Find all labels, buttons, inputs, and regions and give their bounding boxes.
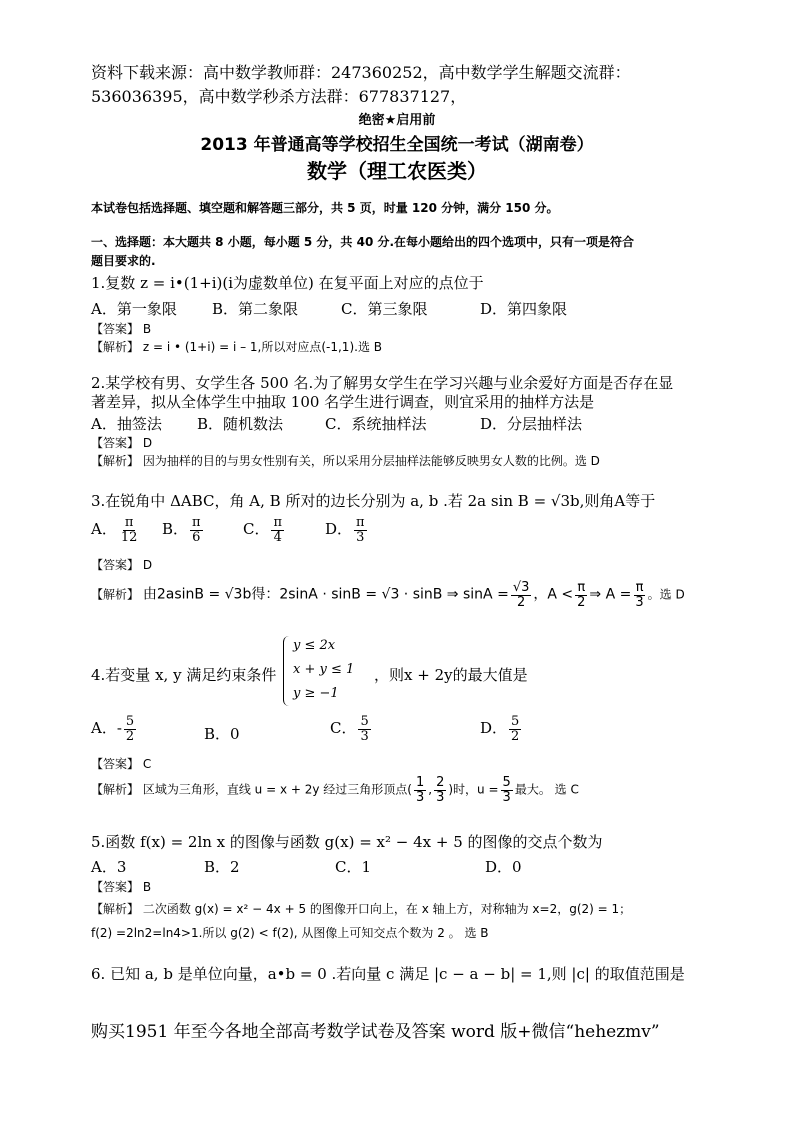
answer-label: 【答案】 [91,558,140,572]
q2-answer [91,434,152,451]
q4-option-d: D． $\frac{5}{2}$ [480,714,520,744]
q2-option-d: D．分层抽样法 [480,415,583,433]
q1-analysis [91,338,382,355]
q2-stem-line-1: 2.某学校有男、女学生各 500 名.为了解男女学生在学习兴趣与业余爱好方面是否存在显 [91,374,674,392]
q2-stem-line-2: 著差异，拟从全体学生中抽取 100 名学生进行调查，则宜采用的抽样方法是 [91,393,595,411]
analysis-label: 【解析】 [91,782,140,797]
q2-analysis-text: 因为抽样的目的与男女性别有关，所以采用分层抽样法能够反映男女人数的比例。选 D [142,454,600,468]
q4-stem-end: ，则x + 2y的最大值是 [374,666,528,684]
brace-symbol [283,636,290,706]
q3-analysis: 【解析】 由2asinB = √3b得：2sinA · sinB = √3 · sinB ⇒ sinA = $\frac{√3}{2}$ ，A < $\frac{\pi}{2}$ ⇒ A = $\frac{\pi}{3}$ 。选 D [91,580,685,610]
q5-option-d: D．0 [485,858,522,876]
section-heading-line-2: 题目要求的. [91,254,156,268]
q3-option-a-fraction: $\frac{\pi}{12}$ [120,515,138,545]
footer-ad: 购买1951 年至今各地全部高考数学试卷及答案 word 版+微信“hehezmv” [91,1022,660,1042]
q1-option-b: B．第二象限 [212,300,299,318]
analysis-label: 【解析】 [91,340,140,354]
constraint-2: x + y ≤ 1 [293,662,355,677]
q3-analysis-fraction-2: $\frac{\pi}{2}$ [577,580,586,610]
q4-option-c: C． $\frac{5}{3}$ [330,714,369,744]
q1-stem [91,272,484,293]
answer-label: 【答案】 [91,757,140,771]
constraint-3: y ≥ −1 [293,686,339,701]
exam-title: 2013 年普通高等学校招生全国统一考试（湖南卷） [200,135,594,155]
q2-option-b: B．随机数法 [197,415,284,433]
q5-answer-value: B [142,880,152,894]
q4-answer-value: C [142,757,152,771]
q2-option-c: C．系统抽样法 [325,415,427,433]
section-heading-line-1: 一、选择题：本大题共 8 小题，每小题 5 分，共 40 分.在每小题给出的四个选项中，只有一项是符合 [91,235,635,249]
q6-stem: 6. 已知 a, b 是单位向量，a•b = 0 .若向量 c 满足 |c − a − b| = 1,则 |c| 的取值范围是 [91,965,685,983]
q5-analysis-line-2: f(2) =2ln2=ln4>1.所以 g(2) < f(2), 从图像上可知交点个数为 2 。 选 B [91,926,489,940]
q1-option-d: D．第四象限 [480,300,568,318]
q1-option-c: C．第三象限 [341,300,428,318]
source-line-1: 资料下载来源：高中数学教师群：247360252，高中数学学生解题交流群： [91,63,631,82]
q3-answer [91,556,152,573]
q3-stem: 3.在锐角中 ΔABC，角 A, B 所对的边长分别为 a, b .若 2a sin B = √3b,则角A等于 [91,492,656,510]
q1-stem-math: 1.复数 z = i•(1+i)(i为虚数单位) [91,274,314,292]
exam-intro: 本试卷包括选择题、填空题和解答题三部分，共 5 页，时量 120 分钟，满分 150 分。 [91,201,559,215]
analysis-label: 【解析】 [91,902,140,916]
q5-option-b: B．2 [204,858,240,876]
q4-answer [91,755,151,772]
q1-answer [91,320,151,337]
q3-analysis-fraction-1: $\frac{√3}{2}$ [512,580,530,610]
subject-title: 数学（理工农医类） [307,159,487,183]
q1-answer-value: B [142,322,152,336]
q3-answer-value: D [142,558,153,572]
q3-option-d-fraction: $\frac{\pi}{3}$ [356,515,365,545]
q1-stem-text: 在复平面上对应的点位于 [313,274,484,292]
q3-analysis-fraction-3: $\frac{\pi}{3}$ [635,580,644,610]
analysis-label: 【解析】 [91,587,140,602]
q3-option-c-fraction: $\frac{\pi}{4}$ [273,515,283,545]
q2-option-a: A．抽签法 [91,415,162,433]
constraint-1: y ≤ 2x [293,638,336,653]
q5-stem: 5.函数 f(x) = 2ln x 的图像与函数 g(x) = x² − 4x + 5 的图像的交点个数为 [91,833,603,851]
q5-option-c: C．1 [335,858,372,876]
answer-label: 【答案】 [91,322,140,336]
q1-option-a: A．第一象限 [91,300,177,318]
q3-analysis-part-1: 由2asinB = √3b得：2sinA · sinB = √3 · sinB ⇒ sinA = [142,586,509,603]
source-line-2: 536036395，高中数学秒杀方法群：677837127， [91,87,467,106]
answer-label: 【答案】 [91,880,140,894]
q5-analysis-line-1: 【解析】 二次函数 g(x) = x² − 4x + 5 的图像开口向上，在 x 轴上方，对称轴为 x=2，g(2) = 1； [91,902,632,916]
q2-analysis [91,452,600,469]
analysis-label: 【解析】 [91,454,140,468]
q5-option-a: A．3 [91,858,127,876]
secret-label: 绝密★启用前 [358,113,436,128]
q3-option-c: C． $\frac{\pi}{4}$ [243,515,283,545]
q3-option-a: A． $\frac{\pi}{12}$ [91,515,138,545]
q5-answer [91,878,151,895]
answer-label: 【答案】 [91,436,140,450]
q2-answer-value: D [142,436,153,450]
q3-option-b-fraction: $\frac{\pi}{6}$ [192,515,201,545]
q4-analysis: 【解析】 区域为三角形，直线 u = x + 2y 经过三角形顶点( $\frac{1}{3}$ , $\frac{2}{3}$ )时，u = $\frac{5}{3}$ 最大。 选 C [91,775,579,805]
q3-option-b: B． $\frac{\pi}{6}$ [162,515,201,545]
q4-stem-start: 4.若变量 x, y 满足约束条件 [91,666,277,684]
q4-option-a: A．- $\frac{5}{2}$ [91,714,135,744]
q4-option-b: B．0 [204,725,240,743]
q1-analysis-text: z = i • (1+i) = i – 1,所以对应点(-1,1).选 B [142,340,382,354]
q3-option-d: D． $\frac{\pi}{3}$ [325,515,365,545]
